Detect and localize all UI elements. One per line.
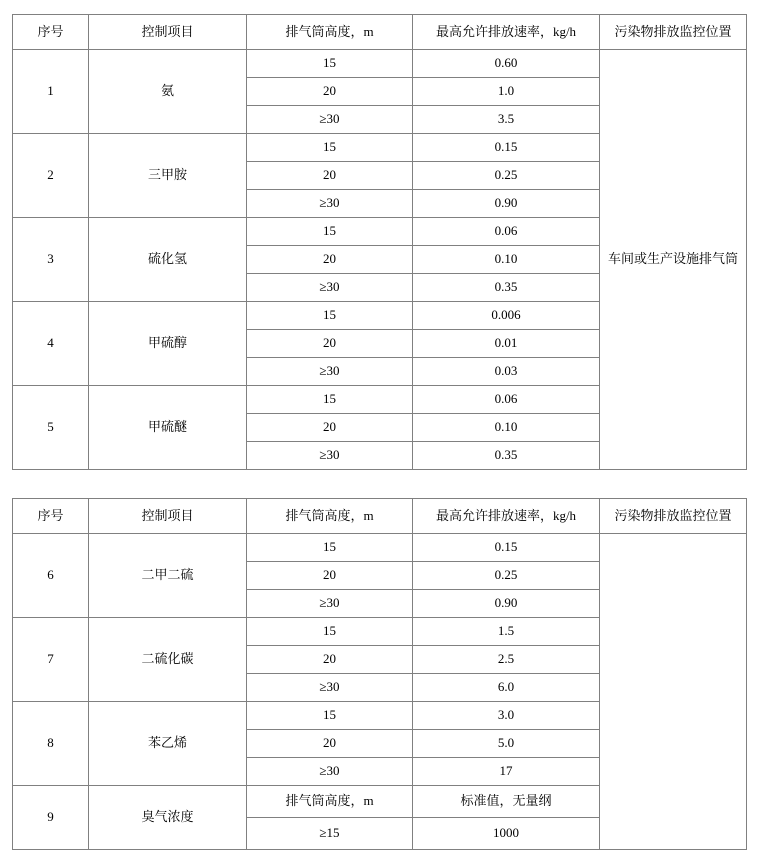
cell-stack-height: ≥30	[247, 758, 413, 786]
table-gap	[12, 470, 746, 498]
cell-stack-height: 15	[247, 534, 413, 562]
cell-emission-rate: 0.35	[413, 442, 600, 470]
cell-stack-height: 20	[247, 414, 413, 442]
cell-stack-height: ≥30	[247, 274, 413, 302]
emission-table-1	[12, 14, 747, 470]
cell-control-item: 甲硫醚	[89, 386, 247, 470]
cell-stack-height: 20	[247, 78, 413, 106]
cell-stack-height: 20	[247, 162, 413, 190]
cell-stack-height: 20	[247, 246, 413, 274]
cell-serial-number: 7	[13, 618, 89, 702]
header-monitor-position: 污染物排放监控位置	[600, 15, 747, 50]
cell-emission-rate: 0.10	[413, 246, 600, 274]
cell-serial-number: 5	[13, 386, 89, 470]
cell-serial-number: 1	[13, 50, 89, 134]
cell-emission-rate: 0.006	[413, 302, 600, 330]
cell-stack-height: 20	[247, 562, 413, 590]
cell-monitor-position: 车间或生产设施排气筒	[600, 50, 747, 470]
table-row	[13, 50, 747, 78]
table-header-row	[13, 15, 747, 50]
cell-emission-rate: 0.06	[413, 218, 600, 246]
cell-stack-height: 15	[247, 134, 413, 162]
cell-stack-height: 15	[247, 702, 413, 730]
cell-serial-number: 4	[13, 302, 89, 386]
cell-serial-number: 9	[13, 786, 89, 850]
cell-emission-rate: 0.25	[413, 562, 600, 590]
cell-emission-rate: 1000	[413, 818, 600, 850]
table-header-row	[13, 499, 747, 534]
header-control-item: 控制项目	[89, 499, 247, 534]
cell-emission-rate: 0.15	[413, 134, 600, 162]
cell-emission-rate: 6.0	[413, 674, 600, 702]
cell-odor-subheader-height: 排气筒高度，m	[247, 786, 413, 818]
cell-emission-rate: 1.0	[413, 78, 600, 106]
cell-serial-number: 2	[13, 134, 89, 218]
cell-emission-rate: 5.0	[413, 730, 600, 758]
cell-control-item: 三甲胺	[89, 134, 247, 218]
cell-control-item: 二甲二硫	[89, 534, 247, 618]
cell-stack-height: 20	[247, 646, 413, 674]
cell-emission-rate: 17	[413, 758, 600, 786]
cell-emission-rate: 0.90	[413, 590, 600, 618]
cell-control-item: 二硫化碳	[89, 618, 247, 702]
cell-stack-height: ≥30	[247, 674, 413, 702]
header-serial-number: 序号	[13, 499, 89, 534]
cell-control-item: 甲硫醇	[89, 302, 247, 386]
cell-emission-rate: 0.35	[413, 274, 600, 302]
cell-control-item: 臭气浓度	[89, 786, 247, 850]
cell-serial-number: 3	[13, 218, 89, 302]
cell-emission-rate: 0.01	[413, 330, 600, 358]
cell-stack-height: ≥30	[247, 442, 413, 470]
cell-stack-height: ≥30	[247, 358, 413, 386]
header-stack-height: 排气筒高度，m	[247, 499, 413, 534]
cell-emission-rate: 0.15	[413, 534, 600, 562]
cell-emission-rate: 0.06	[413, 386, 600, 414]
cell-stack-height: ≥15	[247, 818, 413, 850]
header-serial-number: 序号	[13, 15, 89, 50]
header-max-emission-rate: 最高允许排放速率，kg/h	[413, 15, 600, 50]
cell-monitor-position	[600, 534, 747, 850]
cell-serial-number: 8	[13, 702, 89, 786]
header-control-item: 控制项目	[89, 15, 247, 50]
cell-emission-rate: 0.60	[413, 50, 600, 78]
cell-stack-height: ≥30	[247, 590, 413, 618]
header-stack-height: 排气筒高度，m	[247, 15, 413, 50]
cell-serial-number: 6	[13, 534, 89, 618]
header-max-emission-rate: 最高允许排放速率，kg/h	[413, 499, 600, 534]
header-monitor-position: 污染物排放监控位置	[600, 499, 747, 534]
cell-emission-rate: 2.5	[413, 646, 600, 674]
cell-emission-rate: 1.5	[413, 618, 600, 646]
cell-control-item: 氨	[89, 50, 247, 134]
cell-emission-rate: 0.90	[413, 190, 600, 218]
emission-table-2	[12, 498, 747, 850]
cell-emission-rate: 0.25	[413, 162, 600, 190]
cell-stack-height: 15	[247, 386, 413, 414]
table-row	[13, 534, 747, 562]
cell-control-item: 苯乙烯	[89, 702, 247, 786]
cell-stack-height: 20	[247, 730, 413, 758]
cell-stack-height: 15	[247, 50, 413, 78]
cell-emission-rate: 3.0	[413, 702, 600, 730]
cell-stack-height: 15	[247, 218, 413, 246]
cell-stack-height: 15	[247, 618, 413, 646]
cell-control-item: 硫化氢	[89, 218, 247, 302]
cell-stack-height: 15	[247, 302, 413, 330]
cell-emission-rate: 0.03	[413, 358, 600, 386]
cell-stack-height: 20	[247, 330, 413, 358]
cell-emission-rate: 3.5	[413, 106, 600, 134]
cell-odor-subheader-value: 标准值，无量纲	[413, 786, 600, 818]
cell-stack-height: ≥30	[247, 106, 413, 134]
cell-emission-rate: 0.10	[413, 414, 600, 442]
cell-stack-height: ≥30	[247, 190, 413, 218]
